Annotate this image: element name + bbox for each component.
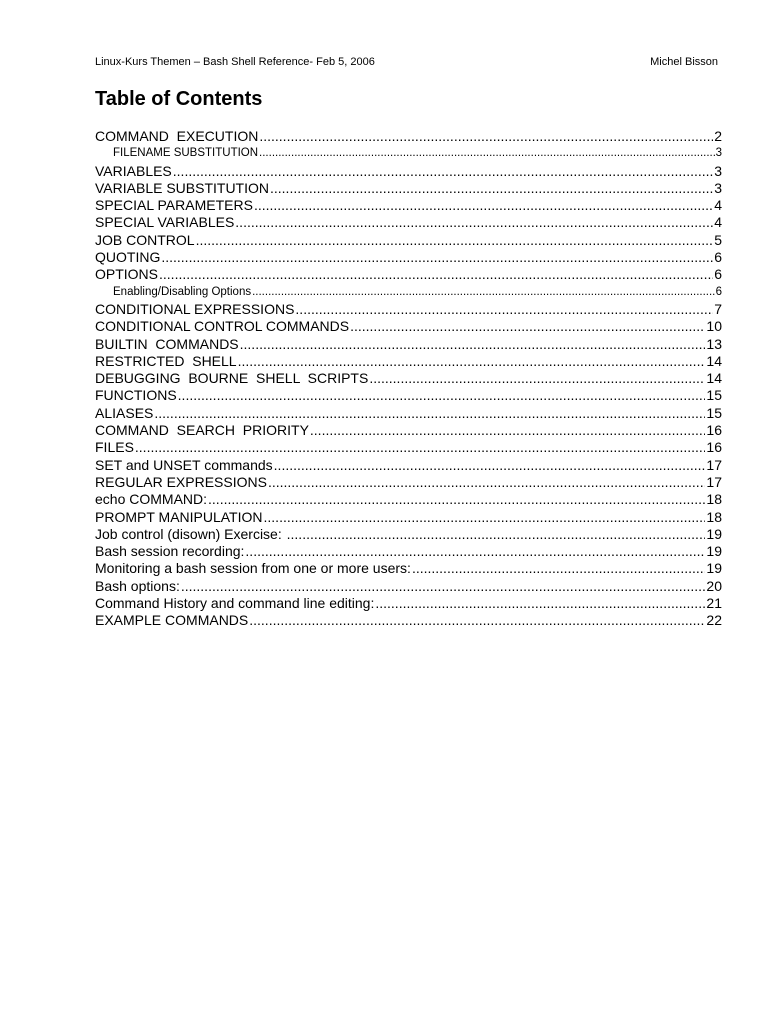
- toc-dot-leader: [412, 560, 705, 577]
- toc-dot-leader: [249, 612, 705, 629]
- toc-entry-label[interactable]: CONDITIONAL CONTROL COMMANDS: [95, 318, 350, 335]
- toc-entry-page-number[interactable]: 4: [714, 197, 722, 214]
- toc-entry-label[interactable]: SPECIAL PARAMETERS: [95, 197, 253, 214]
- toc-entry-page-number[interactable]: 5: [714, 231, 722, 248]
- toc-entry[interactable]: [95, 197, 722, 214]
- toc-entry-label[interactable]: Bash options:: [95, 577, 180, 594]
- toc-entry[interactable]: [95, 318, 722, 335]
- toc-entry-label[interactable]: JOB CONTROL: [95, 231, 195, 248]
- toc-dot-leader: [268, 474, 705, 491]
- toc-entry[interactable]: [95, 560, 722, 577]
- toc-title: Table of Contents: [95, 88, 263, 110]
- toc-entry-page-number[interactable]: 10: [706, 318, 722, 335]
- toc-entry-page-number[interactable]: 6: [714, 266, 722, 283]
- toc-entry-page-number[interactable]: 15: [706, 404, 722, 421]
- toc-entry-label[interactable]: Command History and command line editing:: [95, 595, 375, 612]
- toc-entry[interactable]: [95, 163, 722, 180]
- toc-entry-label[interactable]: Job control (disown) Exercise:: [95, 525, 286, 542]
- toc-entry-label[interactable]: REGULAR EXPRESSIONS: [95, 473, 267, 490]
- toc-entry-label[interactable]: PROMPT MANIPULATION: [95, 508, 263, 525]
- toc-entry-label[interactable]: OPTIONS: [95, 266, 159, 283]
- toc-entry[interactable]: [95, 405, 722, 422]
- toc-entry-label[interactable]: VARIABLE SUBSTITUTION: [95, 179, 269, 196]
- toc-dot-leader: [270, 180, 713, 197]
- toc-entry[interactable]: [95, 509, 722, 526]
- header-author: Michel Bisson: [650, 56, 718, 68]
- toc-dot-leader: [159, 266, 713, 283]
- toc-entry[interactable]: [95, 266, 722, 283]
- toc-entry-label[interactable]: Monitoring a bash session from one or more users:: [95, 560, 411, 577]
- page-header: [95, 55, 718, 69]
- toc-entry[interactable]: [95, 612, 722, 629]
- toc-entry-label[interactable]: echo COMMAND:: [95, 491, 208, 508]
- toc-entry-page-number[interactable]: 18: [706, 508, 722, 525]
- toc-dot-leader: [295, 301, 713, 318]
- toc-entry-label[interactable]: BUILTIN COMMANDS: [95, 335, 239, 352]
- toc-entry-label[interactable]: Enabling/Disabling Options: [113, 285, 252, 298]
- toc-dot-leader: [245, 543, 705, 560]
- toc-entry[interactable]: [95, 336, 722, 353]
- toc-dot-leader: [259, 145, 715, 162]
- toc-entry-page-number[interactable]: 4: [714, 214, 722, 231]
- toc-dot-leader: [375, 595, 705, 612]
- toc-entry[interactable]: [95, 387, 722, 404]
- toc-dot-leader: [264, 509, 706, 526]
- toc-entry-page-number[interactable]: 6: [714, 249, 722, 266]
- toc-dot-leader: [274, 457, 706, 474]
- toc-entry-label[interactable]: SPECIAL VARIABLES: [95, 214, 235, 231]
- toc-entry-label[interactable]: VARIABLES: [95, 162, 172, 179]
- toc-entry-page-number[interactable]: 2: [714, 128, 722, 144]
- toc-dot-leader: [178, 387, 706, 404]
- toc-entry[interactable]: [95, 232, 722, 249]
- toc-dot-leader: [181, 578, 706, 595]
- toc-entry-page-number[interactable]: 16: [706, 439, 722, 456]
- toc-dot-leader: [310, 422, 706, 439]
- toc-entry-label[interactable]: Bash session recording:: [95, 543, 245, 560]
- toc-dot-leader: [135, 439, 706, 456]
- toc-entry-label[interactable]: COMMAND EXECUTION: [95, 128, 259, 144]
- toc-entry-page-number[interactable]: 13: [706, 335, 722, 352]
- toc-dot-leader: [154, 405, 705, 422]
- toc-entry-page-number[interactable]: 16: [706, 422, 722, 439]
- toc-entry-page-number[interactable]: 17: [706, 456, 722, 473]
- toc-entry-page-number[interactable]: 20: [706, 577, 722, 594]
- toc-entry-page-number[interactable]: 7: [714, 300, 722, 317]
- toc-entry[interactable]: [95, 491, 722, 508]
- toc-entry-page-number[interactable]: 19: [706, 525, 722, 542]
- toc-entry[interactable]: [95, 301, 722, 318]
- toc-dot-leader: [238, 353, 706, 370]
- toc-entry-label[interactable]: EXAMPLE COMMANDS: [95, 612, 249, 629]
- toc-entry-page-number[interactable]: 3: [715, 147, 722, 160]
- toc-list: [95, 128, 722, 630]
- toc-entry-label[interactable]: ALIASES: [95, 404, 154, 421]
- toc-entry-label[interactable]: CONDITIONAL EXPRESSIONS: [95, 300, 295, 317]
- toc-entry-label[interactable]: DEBUGGING BOURNE SHELL SCRIPTS: [95, 370, 369, 387]
- toc-entry[interactable]: [95, 249, 722, 266]
- toc-entry[interactable]: [95, 145, 722, 162]
- toc-dot-leader: [369, 370, 705, 387]
- toc-dot-leader: [254, 197, 713, 214]
- toc-entry[interactable]: [95, 439, 722, 456]
- toc-entry[interactable]: [95, 422, 722, 439]
- toc-entry-label[interactable]: FILENAME SUBSTITUTION: [113, 147, 259, 160]
- toc-entry-page-number[interactable]: 22: [706, 612, 722, 629]
- toc-entry[interactable]: [95, 474, 722, 491]
- toc-entry[interactable]: [95, 353, 722, 370]
- toc-entry-page-number[interactable]: 3: [714, 162, 722, 179]
- toc-dot-leader: [235, 214, 713, 231]
- toc-dot-leader: [287, 526, 706, 543]
- toc-entry[interactable]: [95, 128, 722, 145]
- toc-entry-label[interactable]: COMMAND SEARCH PRIORITY: [95, 422, 309, 439]
- toc-entry-page-number[interactable]: 19: [706, 560, 722, 577]
- toc-entry-page-number[interactable]: 18: [706, 491, 722, 508]
- toc-entry-page-number[interactable]: 19: [706, 543, 722, 560]
- toc-entry[interactable]: [95, 578, 722, 595]
- toc-entry-label[interactable]: SET and UNSET commands: [95, 456, 273, 473]
- toc-entry[interactable]: [95, 180, 722, 197]
- toc-entry-label[interactable]: FILES: [95, 439, 134, 456]
- toc-dot-leader: [240, 336, 706, 353]
- toc-entry[interactable]: [95, 595, 722, 612]
- toc-entry[interactable]: [95, 526, 722, 543]
- toc-dot-leader: [173, 163, 713, 180]
- toc-dot-leader: [252, 284, 715, 301]
- toc-entry-page-number[interactable]: 6: [715, 285, 722, 298]
- toc-entry-label[interactable]: QUOTING: [95, 249, 161, 266]
- toc-entry[interactable]: [95, 543, 722, 560]
- toc-entry[interactable]: [95, 370, 722, 387]
- toc-entry-page-number[interactable]: 14: [706, 370, 722, 387]
- toc-dot-leader: [161, 249, 713, 266]
- toc-entry-page-number[interactable]: 3: [714, 179, 722, 196]
- toc-dot-leader: [350, 318, 705, 335]
- toc-dot-leader: [259, 128, 713, 145]
- toc-entry[interactable]: [95, 214, 722, 231]
- toc-entry-page-number[interactable]: 21: [706, 595, 722, 612]
- toc-entry[interactable]: [95, 284, 722, 301]
- toc-entry-page-number[interactable]: 17: [706, 473, 722, 490]
- toc-entry-page-number[interactable]: 15: [706, 387, 722, 404]
- toc-dot-leader: [196, 232, 714, 249]
- toc-entry[interactable]: [95, 457, 722, 474]
- toc-entry-label[interactable]: RESTRICTED SHELL: [95, 352, 237, 369]
- header-doc-title: Linux-Kurs Themen – Bash Shell Reference- Feb 5, 2006: [95, 56, 375, 68]
- toc-dot-leader: [208, 491, 705, 508]
- toc-entry-page-number[interactable]: 14: [706, 352, 722, 369]
- toc-entry-label[interactable]: FUNCTIONS: [95, 387, 177, 404]
